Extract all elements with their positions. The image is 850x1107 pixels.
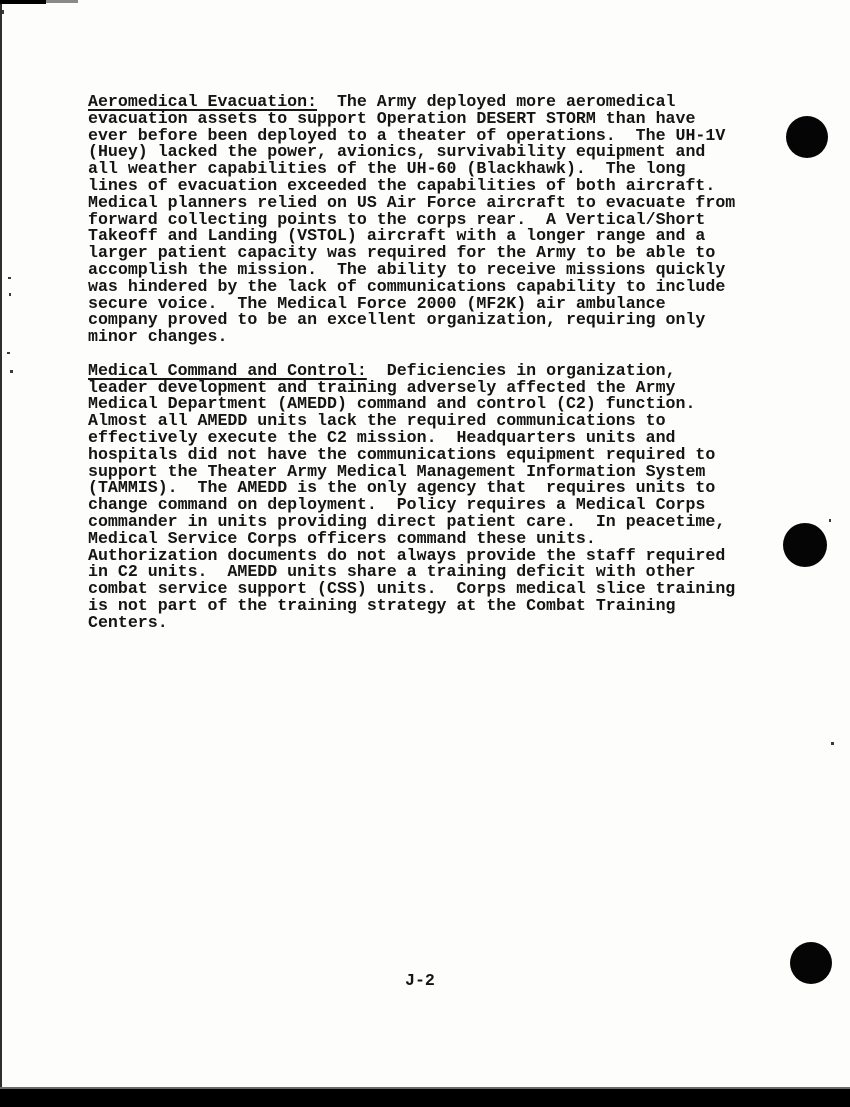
text-line: support the Theater Army Medical Management Information System [88, 461, 706, 481]
text-line: (Huey) lacked the power, avionics, survivability equipment and [88, 142, 706, 162]
document-body [88, 94, 788, 648]
text-line: Takeoff and Landing (VSTOL) aircraft with a longer range and a [88, 226, 706, 246]
text-line: Medical Service Corps officers command these units. [88, 528, 596, 548]
text-line: Almost all AMEDD units lack the required communications to [88, 411, 666, 431]
scan-speck [10, 370, 13, 373]
text-line: ever before been deployed to a theater of operations. The UH-1V [88, 125, 726, 145]
text-line: change command on deployment. Policy requires a Medical Corps [88, 495, 706, 515]
text-line: effectively execute the C2 mission. Headquarters units and [88, 427, 676, 447]
text-line: (TAMMIS). The AMEDD is the only agency that requires units to [88, 478, 716, 498]
hole-punch-mark [786, 116, 828, 158]
text-line: forward collecting points to the corps rear. A Vertical/Short [88, 209, 706, 229]
section-heading: Aeromedical Evacuation: [88, 92, 318, 111]
page-number: J-2 [405, 971, 435, 990]
scan-edge-left [0, 0, 2, 1092]
text-line: evacuation assets to support Operation DESERT STORM than have [88, 108, 696, 128]
text-line: secure voice. The Medical Force 2000 (MF2K) air ambulance [88, 293, 666, 313]
text-line: Medical planners relied on US Air Force aircraft to evacuate from [88, 192, 736, 212]
scan-speck [9, 293, 11, 296]
scan-edge-top [0, 0, 46, 4]
heading-line-rest: Deficiencies in organization, [366, 360, 676, 380]
scan-speck [2, 10, 4, 14]
text-line: Medical Department (AMEDD) command and control (C2) function. [88, 394, 696, 414]
scan-speck [829, 519, 831, 522]
text-line: commander in units providing direct patient care. In peacetime, [88, 511, 726, 531]
text-line: in C2 units. AMEDD units share a training deficit with other [88, 562, 696, 582]
heading-line-rest: The Army deployed more aeromedical [317, 92, 676, 111]
text-line: company proved to be an excellent organization, requiring only [88, 310, 706, 330]
text-line: larger patient capacity was required for the Army to be able to [88, 243, 716, 263]
paragraph-medical-command-and-control [88, 360, 788, 632]
text-line: leader development and training adversely affected the Army [88, 377, 676, 397]
scan-speck [7, 352, 10, 354]
text-line: accomplish the mission. The ability to receive missions quickly [88, 259, 726, 279]
text-line: combat service support (CSS) units. Corps medical slice training [88, 579, 736, 599]
text-line: Centers. [88, 612, 168, 632]
scan-edge-bottom [0, 1089, 850, 1107]
hole-punch-mark [790, 942, 832, 984]
text-line: lines of evacuation exceeded the capabilities of both aircraft. [88, 175, 716, 195]
scan-speck [831, 742, 834, 745]
text-line: all weather capabilities of the UH-60 (Blackhawk). The long [88, 159, 686, 179]
hole-punch-mark [783, 523, 827, 567]
paragraph-aeromedical-evacuation [88, 94, 788, 346]
text-line: is not part of the training strategy at the Combat Training [88, 595, 676, 615]
text-line: Authorization documents do not always provide the staff required [88, 545, 726, 565]
section-heading: Medical Command and Control: [88, 360, 367, 380]
scan-edge-top-gray [46, 0, 78, 3]
text-line: minor changes. [88, 327, 228, 347]
text-line: was hindered by the lack of communications capability to include [88, 276, 726, 296]
scan-speck [8, 277, 11, 279]
text-line: hospitals did not have the communications equipment required to [88, 444, 716, 464]
